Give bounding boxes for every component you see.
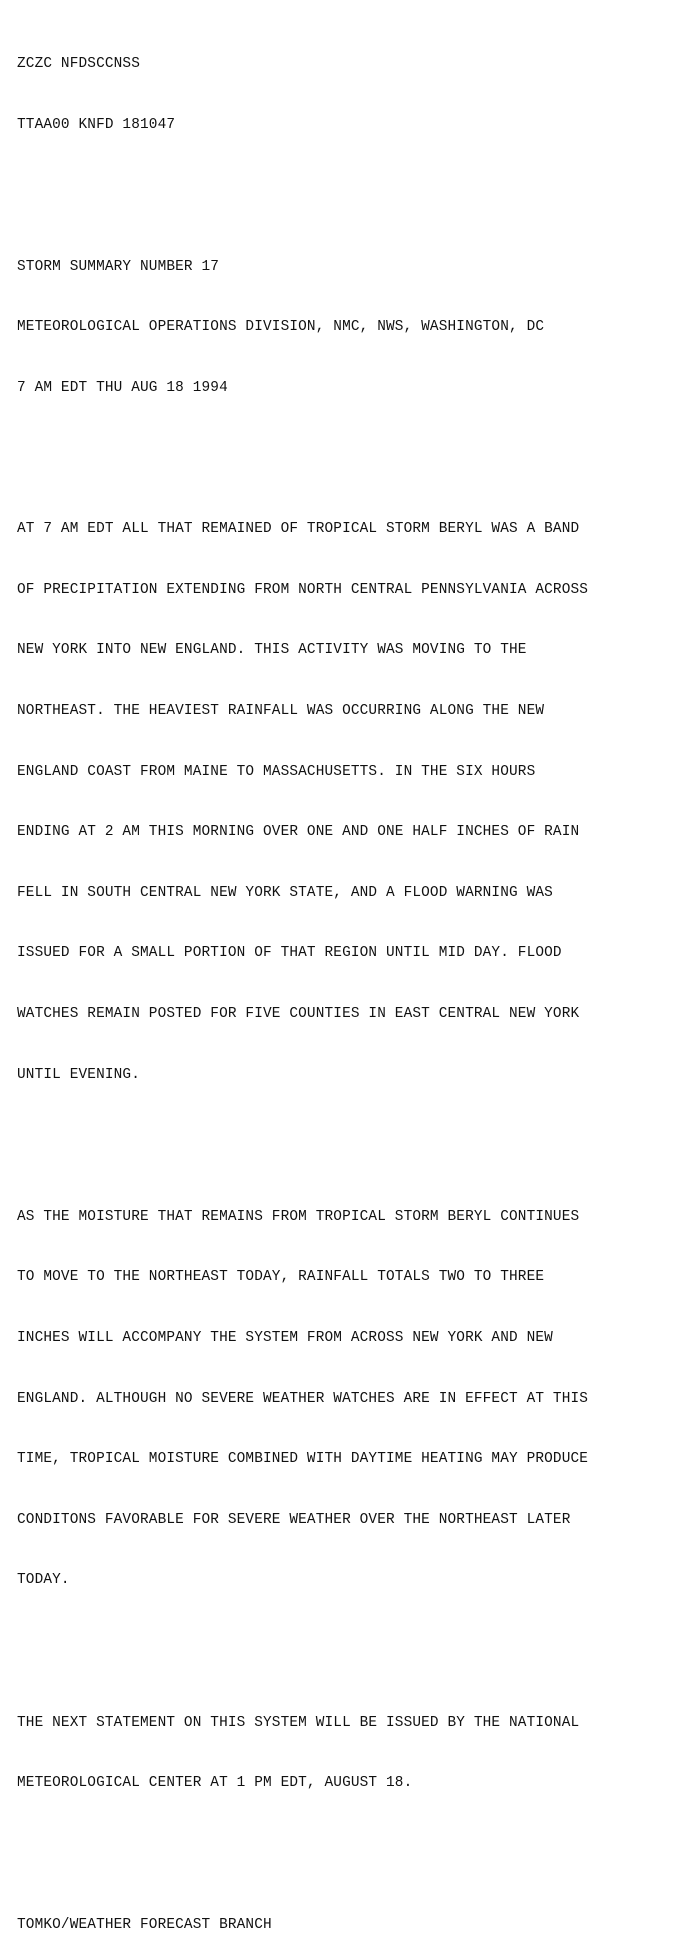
paragraph-1-line: ENGLAND COAST FROM MAINE TO MASSACHUSETTS. IN THE SIX HOURS bbox=[17, 763, 536, 780]
paragraph-1-line: ISSUED FOR A SMALL PORTION OF THAT REGION UNTIL MID DAY. FLOOD bbox=[17, 945, 562, 962]
header-line-1: ZCZC NFDSCCNSS bbox=[17, 56, 141, 73]
issue-time: 7 AM EDT THU AUG 18 1994 bbox=[17, 379, 228, 396]
paragraph-2-line: INCHES WILL ACCOMPANY THE SYSTEM FROM ACROSS NEW YORK AND NEW bbox=[17, 1329, 553, 1346]
paragraph-2-line: ENGLAND. ALTHOUGH NO SEVERE WEATHER WATCHES ARE IN EFFECT AT THIS bbox=[17, 1390, 589, 1407]
paragraph-2-line: AS THE MOISTURE THAT REMAINS FROM TROPICAL STORM BERYL CONTINUES bbox=[17, 1208, 580, 1225]
paragraph-1-line: ENDING AT 2 AM THIS MORNING OVER ONE AND ONE HALF INCHES OF RAIN bbox=[17, 824, 580, 841]
spacer bbox=[17, 1631, 687, 1652]
paragraph-1-line: FELL IN SOUTH CENTRAL NEW YORK STATE, AND A FLOOD WARNING WAS bbox=[17, 884, 553, 901]
header-line-2: TTAA00 KNFD 181047 bbox=[17, 117, 176, 133]
paragraph-1-line: NORTHEAST. THE HEAVIEST RAINFALL WAS OCCURRING ALONG THE NEW bbox=[17, 702, 545, 719]
paragraph-1-line: AT 7 AM EDT ALL THAT REMAINED OF TROPICAL STORM BERYL WAS A BAND bbox=[17, 521, 580, 538]
paragraph-3-line: THE NEXT STATEMENT ON THIS SYSTEM WILL BE ISSUED BY THE NATIONAL bbox=[17, 1714, 580, 1731]
paragraph-2-line: CONDITONS FAVORABLE FOR SEVERE WEATHER OVER THE NORTHEAST LATER bbox=[17, 1511, 571, 1528]
spacer bbox=[17, 1834, 687, 1855]
signature: TOMKO/WEATHER FORECAST BRANCH bbox=[17, 1917, 272, 1934]
storm-summary-title: STORM SUMMARY NUMBER 17 bbox=[17, 258, 220, 275]
spacer bbox=[17, 176, 687, 196]
paragraph-1-line: NEW YORK INTO NEW ENGLAND. THIS ACTIVITY WAS MOVING TO THE bbox=[17, 642, 527, 659]
paragraph-1-line: WATCHES REMAIN POSTED FOR FIVE COUNTIES IN EAST CENTRAL NEW YORK bbox=[17, 1005, 580, 1022]
paragraph-2-line: TIME, TROPICAL MOISTURE COMBINED WITH DAYTIME HEATING MAY PRODUCE bbox=[17, 1451, 589, 1468]
bulletin-document bbox=[17, 14, 687, 1956]
issuing-office: METEOROLOGICAL OPERATIONS DIVISION, NMC, NWS, WASHINGTON, DC bbox=[17, 319, 545, 336]
spacer bbox=[17, 1125, 687, 1146]
paragraph-2-line: TODAY. bbox=[17, 1572, 70, 1589]
spacer bbox=[17, 438, 687, 458]
paragraph-1-line: UNTIL EVENING. bbox=[17, 1066, 141, 1083]
paragraph-3-line: METEOROLOGICAL CENTER AT 1 PM EDT, AUGUST 18. bbox=[17, 1775, 413, 1792]
paragraph-1-line: OF PRECIPITATION EXTENDING FROM NORTH CENTRAL PENNSYLVANIA ACROSS bbox=[17, 581, 589, 598]
paragraph-2-line: TO MOVE TO THE NORTHEAST TODAY, RAINFALL TOTALS TWO TO THREE bbox=[17, 1269, 545, 1286]
